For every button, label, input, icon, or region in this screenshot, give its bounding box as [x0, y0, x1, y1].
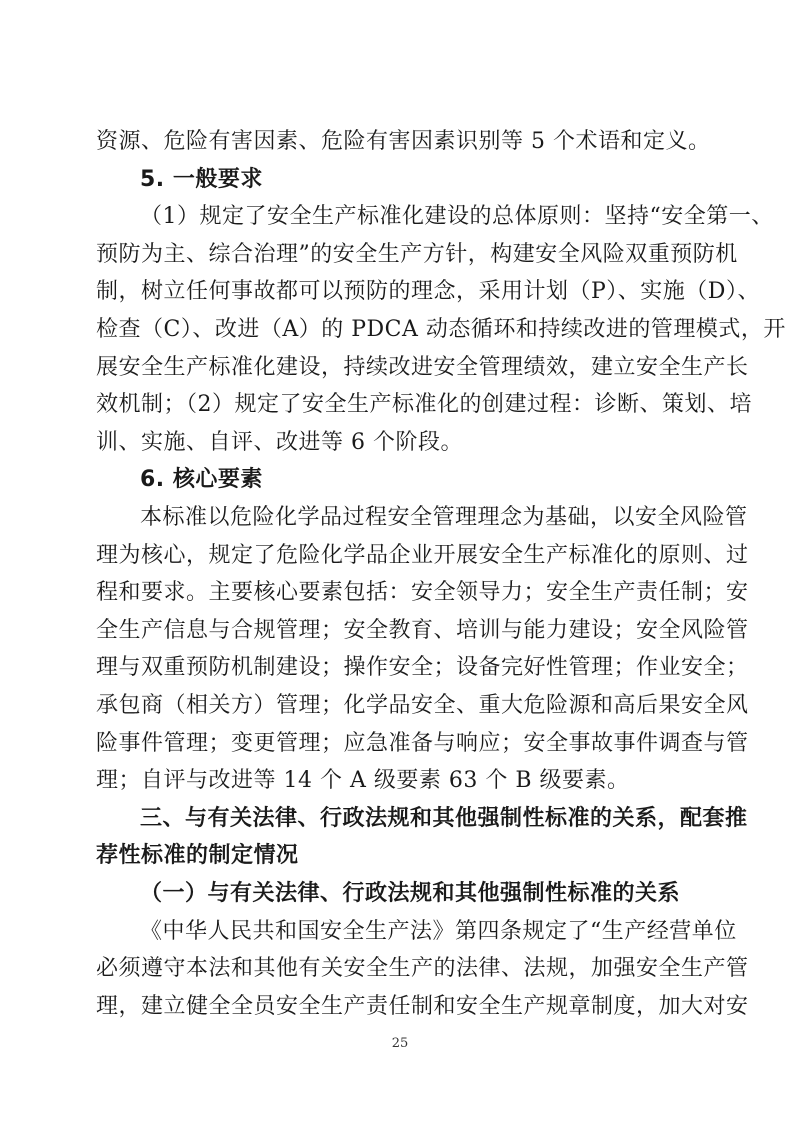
subsection-heading: （一）与有关法律、行政法规和其他强制性标准的关系 — [140, 881, 681, 906]
body-text-line: 理为核心，规定了危险化学品企业开展安全生产标准化的原则、过 — [96, 543, 749, 568]
body-text-line: 理；自评与改进等 14 个 A 级要素 63 个 B 级要素。 — [96, 768, 630, 793]
page-number: 25 — [391, 1036, 409, 1051]
body-text-line: 理，建立健全全员安全生产责任制和安全生产规章制度，加大对安 — [96, 994, 749, 1019]
body-text-line: 程和要求。主要核心要素包括：安全领导力；安全生产责任制；安 — [96, 580, 749, 605]
chapter-heading-line: 荐性标准的制定情况 — [96, 843, 299, 868]
body-text-line: 预防为主、综合治理”的安全生产方针，构建安全风险双重预防机 — [96, 242, 738, 267]
body-text-line: 资源、危险有害因素、危险有害因素识别等 5 个术语和定义。 — [96, 129, 711, 154]
body-text-line: 检查（C）、改进（A）的 PDCA 动态循环和持续改进的管理模式，开 — [96, 317, 786, 342]
body-text-line: 展安全生产标准化建设，持续改进安全管理绩效，建立安全生产长 — [96, 355, 749, 380]
body-text-line: 效机制；（2）规定了安全生产标准化的创建过程：诊断、策划、培 — [96, 392, 752, 417]
body-text-line: 必须遵守本法和其他有关安全生产的法律、法规，加强安全生产管 — [96, 956, 749, 981]
body-text-line: 承包商（相关方）管理；化学品安全、重大危险源和高后果安全风 — [96, 693, 749, 718]
body-text-line: （1）规定了安全生产标准化建设的总体原则：坚持“安全第一、 — [140, 204, 774, 229]
body-text-line: 险事件管理；变更管理；应急准备与响应；安全事故事件调查与管 — [96, 731, 749, 756]
body-text-line: 训、实施、自评、改进等 6 个阶段。 — [96, 430, 463, 455]
body-text-line: 《中华人民共和国安全生产法》第四条规定了“生产经营单位 — [140, 919, 737, 944]
section-heading-core-elements: 6. 核心要素 — [140, 467, 263, 492]
section-heading-general-requirements: 5. 一般要求 — [140, 167, 263, 192]
body-text-line: 制，树立任何事故都可以预防的理念，采用计划（P）、实施（D）、 — [96, 279, 760, 304]
body-text-line: 理与双重预防机制建设；操作安全；设备完好性管理；作业安全； — [96, 655, 749, 680]
body-text-line: 本标准以危险化学品过程安全管理理念为基础，以安全风险管 — [140, 505, 748, 530]
body-text-line: 全生产信息与合规管理；安全教育、培训与能力建设；安全风险管 — [96, 618, 749, 643]
chapter-heading-line: 三、与有关法律、行政法规和其他强制性标准的关系，配套推 — [140, 806, 748, 831]
